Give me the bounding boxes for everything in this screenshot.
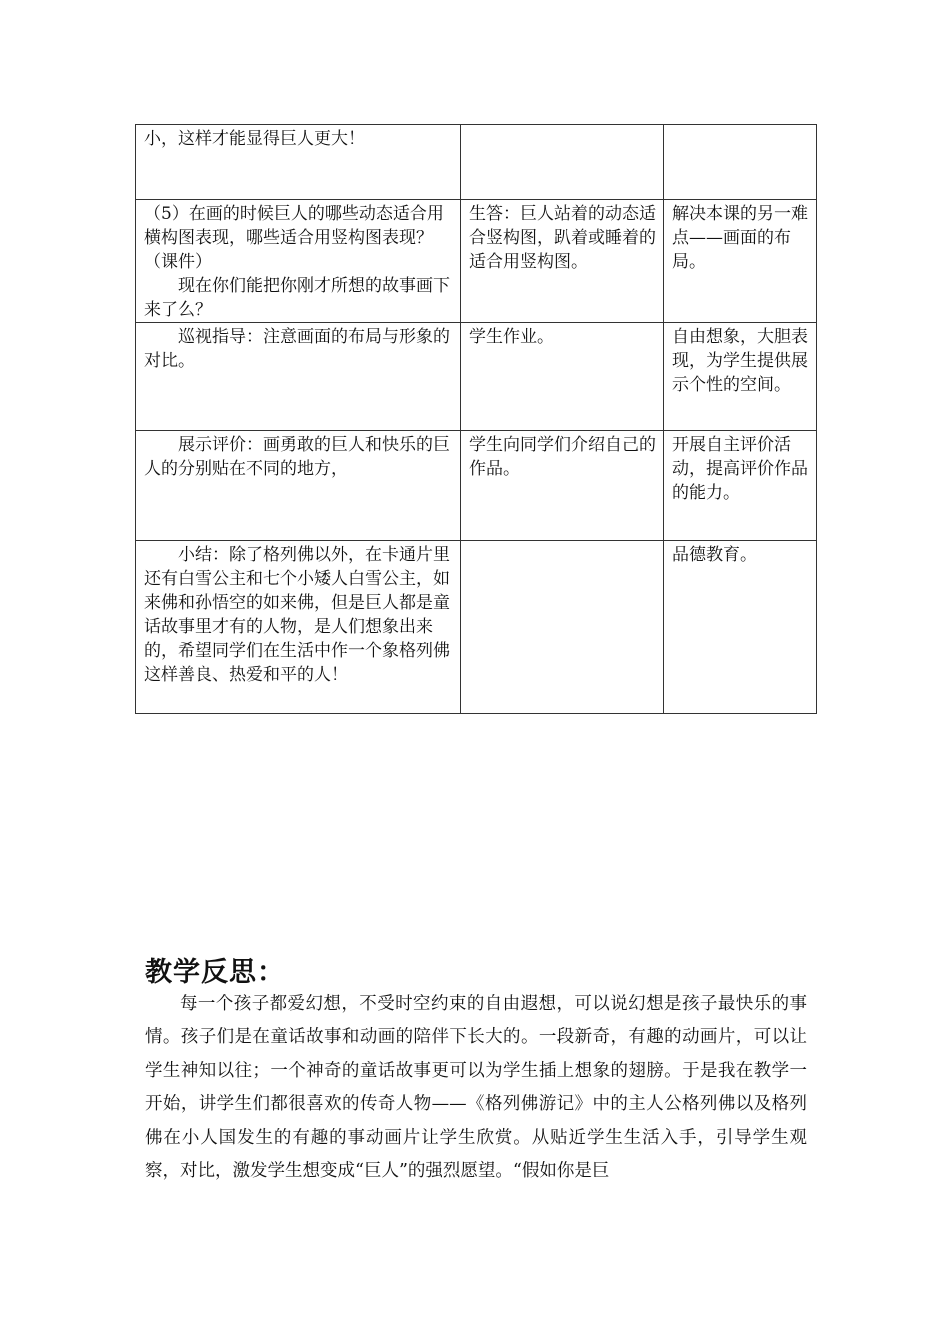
design-purpose-cell <box>664 323 817 431</box>
teacher-activity-text: 小，这样才能显得巨人更大！ <box>144 129 365 149</box>
table-row <box>136 200 817 323</box>
design-purpose-cell <box>664 125 817 200</box>
teacher-activity-cell <box>136 431 461 541</box>
table-row <box>136 323 817 431</box>
student-activity-text: 学生向同学们介绍自己的作品。 <box>469 435 656 479</box>
student-activity-text: 学生作业。 <box>469 327 554 347</box>
student-activity-cell <box>461 431 664 541</box>
design-purpose-text: 自由想象，大胆表现，为学生提供展示个性的空间。 <box>672 327 808 395</box>
teacher-activity-text: （5）在画的时候巨人的哪些动态适合用横构图表现，哪些适合用竖构图表现？（课件） <box>144 204 444 272</box>
design-purpose-text: 开展自主评价活动，提高评价作品的能力。 <box>672 435 808 503</box>
student-activity-cell <box>461 200 664 323</box>
table-row <box>136 541 817 714</box>
student-activity-cell <box>461 125 664 200</box>
teacher-activity-text: 小结：除了格列佛以外，在卡通片里还有白雪公主和七个小矮人白雪公主，如来佛和孙悟空的如来佛，但是巨人都是童话故事里才有的人物，是人们想象出来的，希望同学们在生活中作一个象格列佛这样善良、热爱和平的人！ <box>144 545 450 685</box>
table-row <box>136 431 817 541</box>
teacher-activity-text: 现在你们能把你刚才所想的故事画下来了么？ <box>144 276 450 320</box>
reflection-heading: 教学反思： <box>145 957 285 988</box>
design-purpose-cell <box>664 431 817 541</box>
teacher-activity-cell <box>136 323 461 431</box>
teacher-activity-cell <box>136 200 461 323</box>
table-row <box>136 125 817 200</box>
design-purpose-text: 解决本课的另一难点——画面的布局。 <box>672 204 808 272</box>
design-purpose-cell <box>664 200 817 323</box>
teacher-activity-cell <box>136 541 461 714</box>
lesson-plan-table <box>135 124 817 714</box>
student-activity-text: 生答：巨人站着的动态适合竖构图，趴着或睡着的适合用竖构图。 <box>469 204 656 272</box>
reflection-paragraph: 每一个孩子都爱幻想，不受时空约束的自由遐想，可以说幻想是孩子最快乐的事情。孩子们是在童话故事和动画的陪伴下长大的。一段新奇，有趣的动画片，可以让学生神知以往；一个神奇的童话故事更可以为学生插上想象的翅膀。于是我在教学一开始，讲学生们都很喜欢的传奇人物——《格列佛游记》中的主人公格列佛以及格列佛在小人国发生的有趣的事动画片让学生欣赏。从贴近学生生活入手，引导学生观察，对比，激发学生想变成“巨人”的强烈愿望。“假如你是巨 <box>145 994 807 1182</box>
student-activity-cell <box>461 323 664 431</box>
design-purpose-text: 品德教育。 <box>672 545 757 565</box>
teacher-activity-cell <box>136 125 461 200</box>
student-activity-cell <box>461 541 664 714</box>
teacher-activity-text: 展示评价：画勇敢的巨人和快乐的巨人的分别贴在不同的地方， <box>144 435 450 479</box>
design-purpose-cell <box>664 541 817 714</box>
teacher-activity-text: 巡视指导：注意画面的布局与形象的对比。 <box>144 327 450 371</box>
